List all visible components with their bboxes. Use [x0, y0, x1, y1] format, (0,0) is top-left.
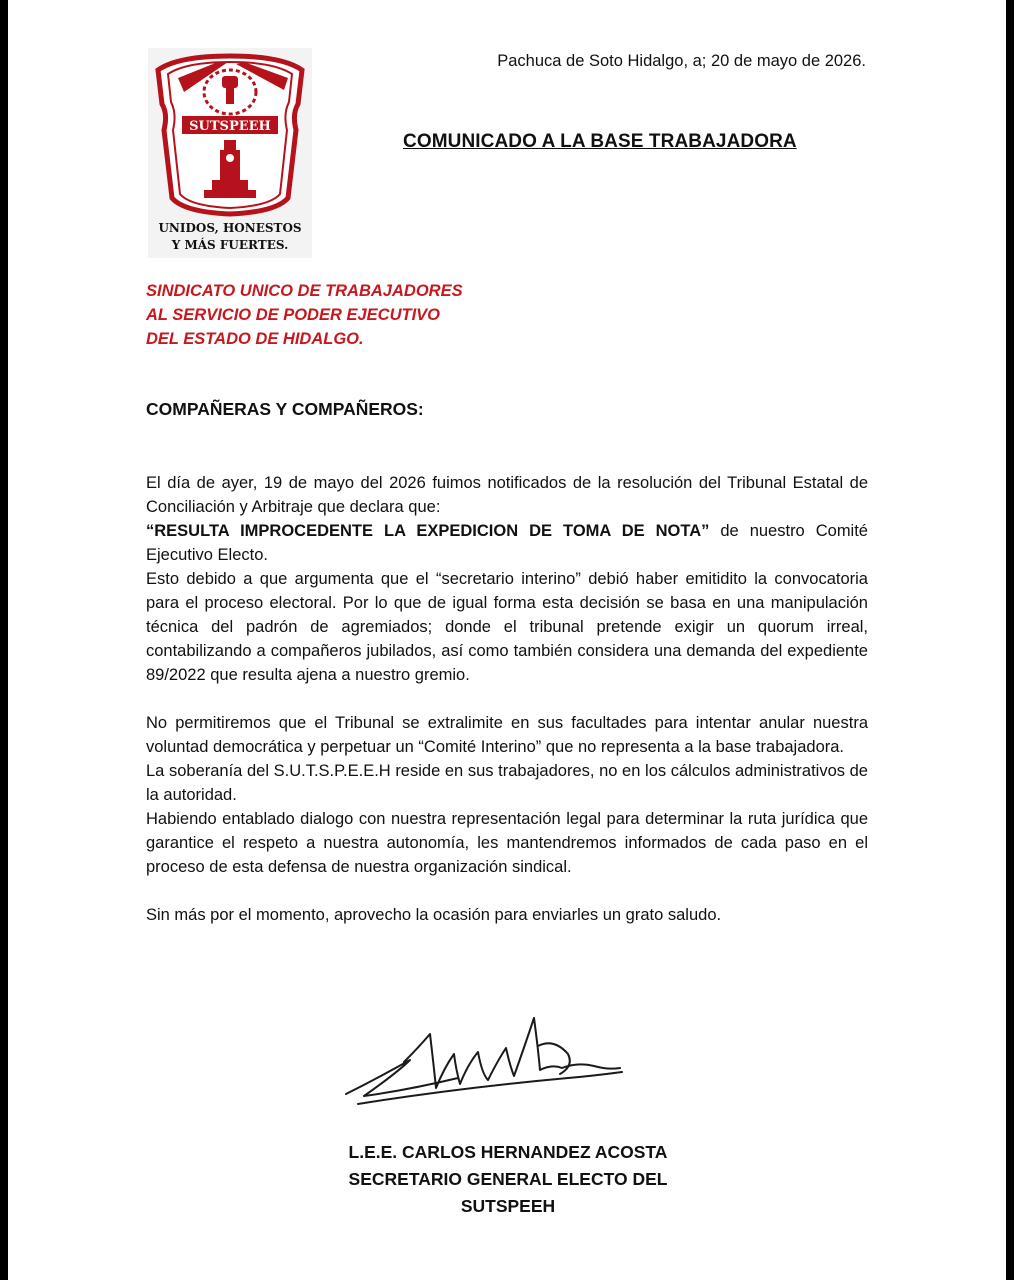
document-title: COMUNICADO A LA BASE TRABAJADORA — [403, 131, 797, 152]
signer-role-line-1: SECRETARIO GENERAL ELECTO DEL — [348, 1169, 668, 1189]
union-logo — [148, 48, 312, 258]
dateline: Pachuca de Soto Hidalgo, a; 20 de mayo de 2026. — [497, 52, 866, 70]
paragraph-intro — [146, 471, 868, 567]
letter-body — [146, 471, 868, 927]
intro-text: El día de ayer, 19 de mayo del 2026 fuimos notificados de la resolución del Tribunal Estatal de Conciliación y Arbitraje que declara que: — [146, 474, 868, 516]
logo-motto-line-1: UNIDOS, HONESTOS — [158, 221, 302, 235]
union-name-line-2: AL SERVICIO DE PODER EJECUTIVO — [146, 306, 441, 324]
paragraph-legal: Habiendo entablado dialogo con nuestra representación legal para determinar la ruta jurídica que garantice el respeto a nuestra autonomía, les mantendremos informados de cada paso en el proceso de esta defensa de nuestra organización sindical. — [146, 810, 868, 876]
resolution-quote: “RESULTA IMPROCEDENTE LA EXPEDICION DE TOMA DE NOTA” — [146, 522, 710, 540]
logo-band-text: SUTSPEEH — [189, 119, 271, 134]
paragraph-sovereignty: La soberanía del S.U.T.S.P.E.E.H reside en sus trabajadores, no en los cálculos administrativos de la autoridad. — [146, 762, 868, 804]
document-page — [8, 0, 1006, 1280]
logo-motto-line-2: Y MÁS FUERTES. — [171, 238, 289, 252]
intro-after: de nuestro Comité Ejecutivo Electo. — [146, 522, 868, 564]
signer-name: L.E.E. CARLOS HERNANDEZ ACOSTA — [348, 1142, 668, 1162]
union-shield-icon — [148, 48, 312, 258]
union-name-line-1: SINDICATO UNICO DE TRABAJADORES — [146, 282, 463, 300]
handwritten-signature — [338, 1008, 628, 1128]
signature-block — [308, 1139, 708, 1220]
paragraph-reason: Esto debido a que argumenta que el “secretario interino” debió haber emitidito la convocatoria para el proceso electoral. Por lo que de igual forma esta decisión se basa en una manipulación técnica del padrón de agremiados; donde el tribunal pretende exigir un quorum irreal, contabilizando a compañeros jubilados, así como también considera una demanda del expediente 89/2022 que resulta ajena a nuestro gremio. — [146, 570, 868, 684]
signer-role-line-2: SUTSPEEH — [460, 1196, 556, 1216]
greeting: COMPAÑERAS Y COMPAÑEROS: — [146, 399, 424, 419]
union-name-line-3: DEL ESTADO DE HIDALGO. — [146, 330, 364, 348]
paragraph-position: No permitiremos que el Tribunal se extralimite en sus facultades para intentar anular nuestra voluntad democrática y perpetuar un “Comité Interino” que no representa a la base trabajadora. — [146, 714, 868, 756]
paragraph-closing: Sin más por el momento, aprovecho la ocasión para enviarles un grato saludo. — [146, 906, 722, 924]
union-name — [146, 279, 463, 351]
